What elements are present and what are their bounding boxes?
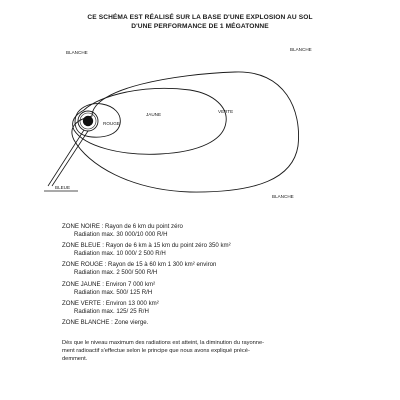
zone-jaune-contour <box>73 88 227 154</box>
label-verte: VERTE <box>218 109 234 114</box>
bleue-leader-line-a <box>48 130 84 186</box>
legend-zone-jaune: ZONE JAUNE : Environ 7 000 km² <box>62 280 156 288</box>
label-blanche-bottom-right: BLANCHE <box>272 194 294 199</box>
title-line-1: CE SCHÉMA EST RÉALISÉ SUR LA BASE D'UNE EXPLOSION AU SOL <box>87 14 313 21</box>
legend-radiation-noire: Radiation max. 30 000/10 000 R/H <box>74 231 168 238</box>
closing-note <box>62 339 362 363</box>
legend-entry-blanche <box>62 319 382 327</box>
note-line-1: Dès que le niveau maximum des radiations est atteint, la diminution du rayonne- <box>62 339 265 346</box>
label-blanche-top-right: BLANCHE <box>290 47 312 52</box>
legend-zone-blanche: ZONE BLANCHE : Zone vierge. <box>62 318 149 326</box>
legend-zone-bleue: ZONE BLEUE : Rayon de 6 km à 15 km du point zéro 350 km² <box>62 242 231 250</box>
label-blanche-top-left: BLANCHE <box>66 50 88 55</box>
legend-entry-jaune <box>62 281 382 297</box>
zone-legend <box>62 223 382 363</box>
label-bleue: BLEUE <box>55 185 71 190</box>
legend-entry-bleue <box>62 242 382 258</box>
bleue-leader-line-b <box>52 131 88 186</box>
legend-entry-verte <box>62 300 382 316</box>
title-line-2: D'UNE PERFORMANCE DE 1 MÉGATONNE <box>131 23 269 30</box>
legend-zone-verte: ZONE VERTE : Environ 13 000 km² <box>62 299 159 307</box>
legend-zone-noire: ZONE NOIRE : Rayon de 6 km du point zéro <box>62 223 183 230</box>
legend-radiation-bleue: Radiation max. 10 000/ 2 500 R/H <box>74 250 166 258</box>
label-rouge: ROUGE <box>103 121 120 126</box>
note-line-3: demment. <box>62 355 88 362</box>
zone-verte-contour <box>72 72 299 192</box>
legend-radiation-jaune: Radiation max. 500/ 125 R/H <box>74 288 153 296</box>
legend-entry-noire <box>62 223 382 239</box>
note-line-2: ment radioactif s'effectue selon le principe que nous avons expliqué précé- <box>62 347 250 354</box>
legend-radiation-rouge: Radiation max. 2 500/ 500 R/H <box>74 269 158 277</box>
legend-radiation-verte: Radiation max. 125/ 25 R/H <box>74 307 149 315</box>
label-jaune: JAUNE <box>146 112 162 117</box>
legend-zone-rouge: ZONE ROUGE : Rayon de 15 à 60 km 1 300 km² environ <box>62 261 217 269</box>
legend-entry-rouge <box>62 261 382 277</box>
zone-noire-ground-zero <box>83 116 93 126</box>
